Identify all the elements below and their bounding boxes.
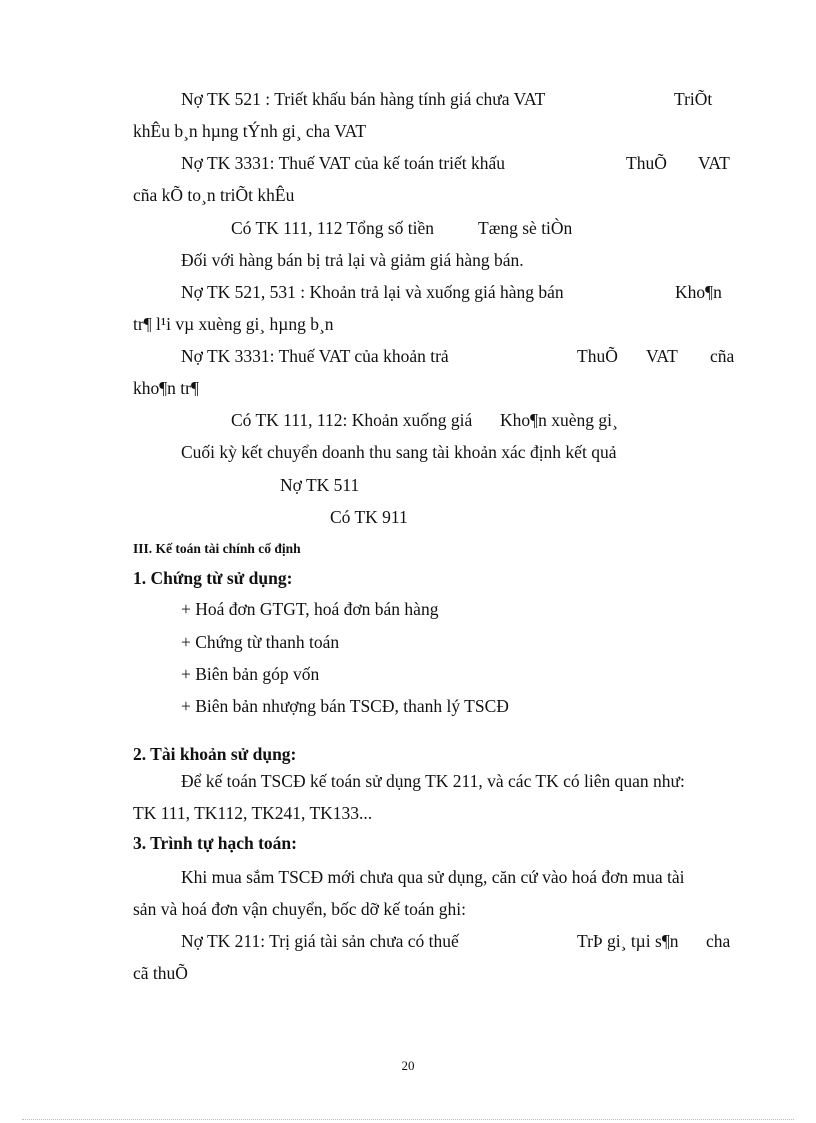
text-line: Đối với hàng bán bị trả lại và giảm giá hàng bán. bbox=[181, 250, 524, 270]
text-line: Nợ TK 3331: Thuế VAT của kế toán triết khấu bbox=[181, 153, 506, 173]
section-heading: 3. Trình tự hạch toán: bbox=[133, 833, 297, 853]
text-line: Nợ TK 521, 531 : Khoản trả lại và xuống giá hàng bán bbox=[181, 282, 564, 302]
text-line: sản và hoá đơn vận chuyển, bốc dỡ kế toán ghi: bbox=[133, 899, 466, 919]
text-line: TK 111, TK112, TK241, TK133... bbox=[133, 803, 373, 823]
text-line: Nợ TK 211: Trị giá tài sản chưa có thuế bbox=[181, 931, 459, 951]
text-line: VAT bbox=[698, 153, 730, 173]
text-line: ThuÕ bbox=[626, 153, 667, 173]
text-line: Để kế toán TSCĐ kế toán sử dụng TK 211, và các TK có liên quan như: bbox=[181, 771, 685, 791]
text-line: ThuÕ bbox=[577, 346, 618, 366]
text-line: Nợ TK 511 bbox=[280, 475, 360, 495]
list-item: + Chứng từ thanh toán bbox=[181, 632, 340, 652]
text-line: Cuối kỳ kết chuyển doanh thu sang tài khoản xác định kết quả bbox=[181, 442, 617, 462]
text-line: tr¶ l¹i vµ xuèng gi¸ hµng b¸n bbox=[133, 314, 334, 334]
text-line: Tæng sè tiÒn bbox=[478, 218, 573, 238]
text-line: kho¶n tr¶ bbox=[133, 378, 199, 398]
text-line: Có TK 111, 112: Khoản xuống giá bbox=[231, 410, 473, 430]
text-line: Kho¶n bbox=[675, 282, 722, 302]
section-heading: 2. Tài khoản sử dụng: bbox=[133, 744, 297, 764]
section-heading: 1. Chứng từ sử dụng: bbox=[133, 568, 293, 588]
page-bottom-border bbox=[22, 1119, 794, 1120]
text-line: Nợ TK 521 : Triết khấu bán hàng tính giá chưa VAT bbox=[181, 89, 546, 109]
text-line: Nợ TK 3331: Thuế VAT của khoản trả bbox=[181, 346, 449, 366]
text-line: cña kÕ to¸n triÕt khÊu bbox=[133, 185, 295, 205]
text-line: Có TK 911 bbox=[330, 507, 408, 527]
text-line: cña bbox=[710, 346, 735, 366]
text-line: Kho¶n xuèng gi¸ bbox=[500, 410, 618, 430]
text-line: khÊu b¸n hµng tÝnh gi¸ cha VAT bbox=[133, 121, 367, 141]
text-line: TrÞ gi¸ tµi s¶n bbox=[577, 931, 679, 951]
list-item: + Biên bản nhượng bán TSCĐ, thanh lý TSCĐ bbox=[181, 696, 509, 716]
text-line: VAT bbox=[646, 346, 678, 366]
text-line: Có TK 111, 112 Tổng số tiền bbox=[231, 218, 435, 238]
text-line: cã thuÕ bbox=[133, 963, 188, 983]
text-line: TriÕt bbox=[674, 89, 713, 109]
text-line: Khi mua sắm TSCĐ mới chưa qua sử dụng, căn cứ vào hoá đơn mua tài bbox=[181, 867, 685, 887]
section-heading: III. Kế toán tài chính cố định bbox=[133, 541, 301, 556]
list-item: + Biên bản góp vốn bbox=[181, 664, 320, 684]
text-line: cha bbox=[706, 931, 731, 951]
list-item: + Hoá đơn GTGT, hoá đơn bán hàng bbox=[181, 599, 439, 619]
page-number: 20 bbox=[401, 1058, 415, 1073]
